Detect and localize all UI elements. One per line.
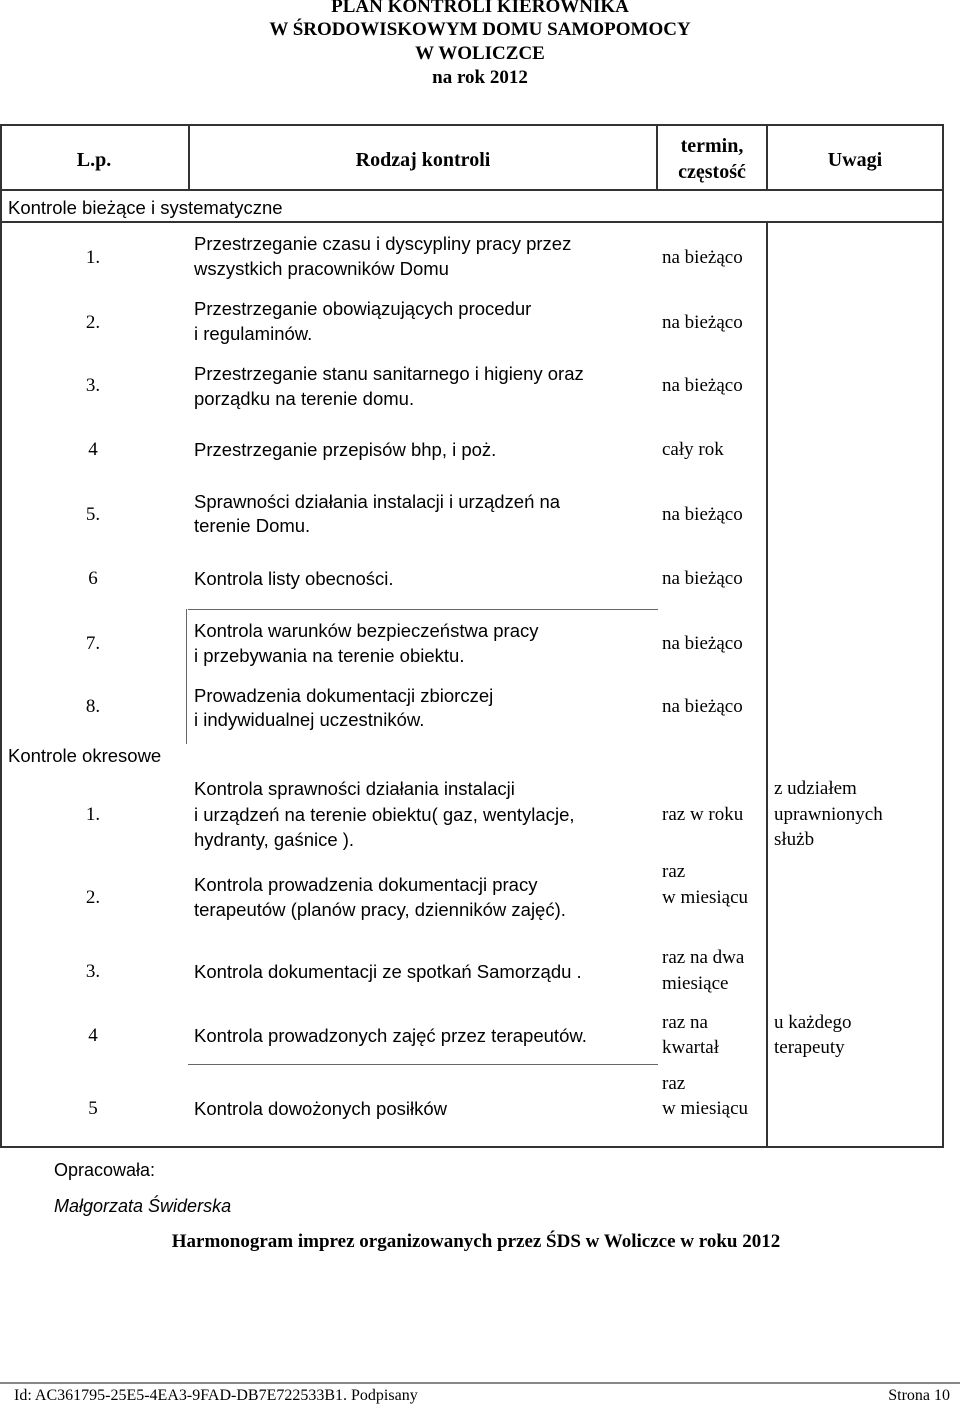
row-term: na bieżąco (662, 312, 743, 333)
row-description-line1: Przestrzeganie czasu i dyscypliny pracy przez (194, 233, 572, 254)
row-number: 3. (85, 961, 101, 982)
row-term: na bieżąco (662, 696, 743, 717)
row-note-line2: uprawnionych (774, 804, 883, 825)
row-description-line1: Przestrzeganie stanu sanitarnego i higieny oraz (194, 363, 584, 384)
row-number: 8. (85, 696, 101, 717)
section-current-controls: Kontrole bieżące i systematyczne (8, 197, 283, 218)
row-term-line1: raz na dwa (662, 947, 745, 968)
row-term: na bieżąco (662, 633, 743, 654)
row-term: na bieżąco (662, 504, 743, 525)
footer-document-id: Id: AC361795-25E5-4EA3-9FAD-DB7E722533B1. Podpisany (14, 1387, 418, 1404)
row-number: 2. (85, 887, 101, 908)
row-number: 5. (85, 504, 101, 525)
row-description-line2: i urządzeń na terenie obiektu( gaz, wentylacje, (194, 804, 575, 825)
row-number: 1. (85, 247, 101, 268)
row-description-line1: Kontrola prowadzonych zajęć przez terapeutów. (194, 1025, 587, 1046)
row-term: raz w roku (662, 804, 744, 825)
prepared-by-label: Opracowała: (54, 1160, 156, 1180)
row-term-line2: kwartał (662, 1037, 719, 1058)
row-description-line2: i indywidualnej uczestników. (194, 709, 425, 730)
column-header-notes: Uwagi (827, 149, 883, 171)
row-description-line1: Kontrola sprawności działania instalacji (194, 778, 515, 799)
row-term-line2: miesiące (662, 973, 729, 994)
row-description-line1: Sprawności działania instalacji i urządzeń na (194, 491, 561, 512)
row-number: 2. (85, 312, 101, 333)
row-number: 6 (88, 568, 98, 589)
row-description-line1: Kontrola warunków bezpieczeństwa pracy (194, 620, 539, 641)
row-term-line2: w miesiącu (662, 887, 749, 908)
row-description-line1: Prowadzenia dokumentacji zbiorczej (194, 685, 494, 706)
row-description-line1: Kontrola listy obecności. (194, 568, 394, 589)
row-note-line1: z udziałem (774, 778, 857, 799)
row-number: 1. (85, 804, 101, 825)
section-periodic-controls: Kontrole okresowe (8, 745, 162, 766)
row-note-line1: u każdego (774, 1012, 852, 1033)
row-term-line2: w miesiącu (662, 1098, 749, 1119)
column-header-term-line2: częstość (678, 161, 746, 183)
row-description-line2: i przebywania na terenie obiektu. (194, 645, 465, 666)
row-description-line1: Przestrzeganie obowiązujących procedur (194, 298, 532, 319)
row-note-line3: służb (774, 829, 815, 850)
row-number: 7. (85, 633, 101, 654)
column-header-term-line1: termin, (680, 135, 744, 157)
footer-page-number: Strona 10 (888, 1387, 950, 1404)
row-description-line2: terapeutów (planów pracy, dzienników zajęć). (194, 899, 566, 920)
column-header-lp: L.p. (76, 149, 112, 171)
row-description-line2: wszystkich pracowników Domu (194, 258, 449, 279)
harmonogram-title: Harmonogram imprez organizowanych przez ŚDS w Woliczce w roku 2012 (171, 1231, 781, 1252)
row-description-line1: Kontrola prowadzenia dokumentacji pracy (194, 874, 538, 895)
row-term: cały rok (662, 439, 724, 460)
row-term-line1: raz (662, 1073, 686, 1094)
row-description-line1: Przestrzeganie przepisów bhp, i poż. (194, 439, 497, 460)
column-header-type: Rodzaj kontroli (355, 149, 491, 171)
document-title-line4: na rok 2012 (432, 67, 528, 88)
row-description-line2: terenie Domu. (194, 515, 311, 536)
row-number: 4 (88, 439, 98, 460)
row-number: 4 (88, 1025, 98, 1046)
footer-divider (0, 1382, 960, 1384)
row-description-line2: i regulaminów. (194, 323, 313, 344)
row-note-line2: terapeuty (774, 1037, 845, 1058)
document-title-line3: W WOLICZCE (415, 43, 545, 64)
row-term-line1: raz (662, 861, 686, 882)
document-title-line1: PLAN KONTROLI KIEROWNIKA (331, 0, 629, 17)
row-description-line1: Kontrola dokumentacji ze spotkań Samorządu . (194, 961, 582, 982)
row-number: 5 (88, 1098, 98, 1119)
row-description-line2: porządku na terenie domu. (194, 388, 415, 409)
row-term: na bieżąco (662, 568, 743, 589)
row-description-line1: Kontrola dowożonych posiłków (194, 1098, 447, 1119)
row-term: na bieżąco (662, 375, 743, 396)
prepared-by-name: Małgorzata Świderska (54, 1196, 232, 1216)
row-number: 3. (85, 375, 101, 396)
row-description-line3: hydranty, gaśnice ). (194, 829, 355, 850)
document-title-line2: W ŚRODOWISKOWYM DOMU SAMOPOMOCY (269, 19, 691, 40)
row-term-line1: raz na (662, 1012, 708, 1033)
row-term: na bieżąco (662, 247, 743, 268)
